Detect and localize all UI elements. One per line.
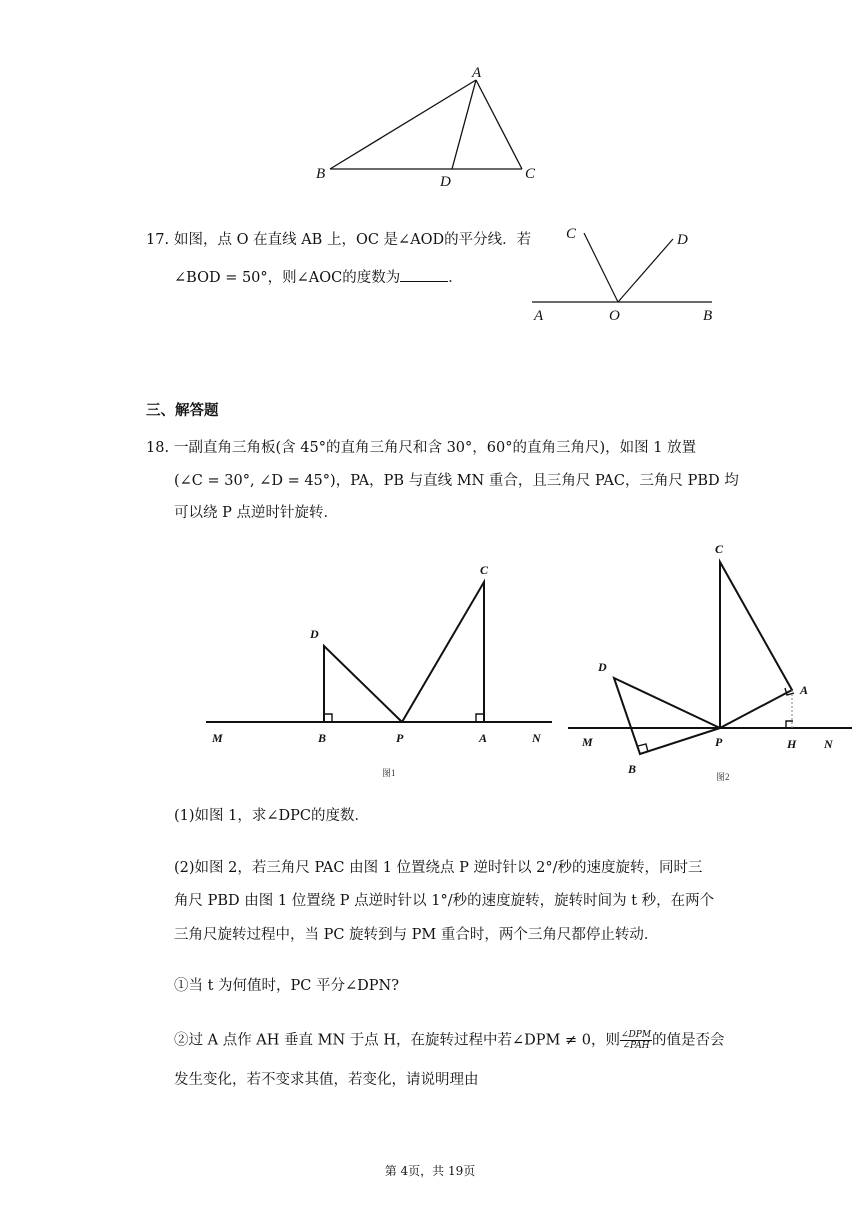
label-a: A [800,683,809,697]
part-2-line2: 角尺 PBD 由图 1 位置绕 P 点逆时针以 1°/秒的速度旋转，旋转时间为 t 秒，在两个 [174,893,715,909]
label-c: C [480,563,489,577]
part-2-line1: (2)如图 2，若三角尺 PAC 由图 1 位置绕点 P 逆时针以 2°/秒的速度旋转，同时三 [174,860,703,876]
label-n: N [532,731,541,745]
q17-line2-end: ． [448,270,463,286]
label-n: N [824,737,833,751]
label-m: M [582,735,593,749]
label-p: P [715,735,723,749]
q18-intro-line2: (∠C = 30°, ∠D = 45°)，PA，PB 与直线 MN 重合，且三角尺 PAC，三角尺 PBD 均 [174,473,739,489]
subquestion-1: ①当 t 为何值时，PC 平分∠DPN? [174,978,399,994]
label-b: B [628,762,637,776]
label-m: M [212,731,223,745]
page-footer: 第 4页，共 19页 [384,1164,476,1178]
label-d: D [310,627,319,641]
figure-2-caption: 图2 [716,772,730,782]
fraction-denominator: ∠PAH [622,1041,650,1051]
subquestion-2-end: 的值是否会 [652,1032,725,1049]
label-p: P [396,731,404,745]
label-c: C [715,542,724,556]
figure-1-caption: 图1 [382,768,396,778]
part-2-line3: 三角尺旋转过程中，当 PC 旋转到与 PM 重合时，两个三角尺都停止转动． [174,927,659,943]
label-b: B [316,166,326,182]
label-a: A [472,65,482,81]
label-a: A [534,308,544,324]
label-c: C [566,226,577,242]
label-a: A [479,731,488,745]
q18-intro-line1: 一副直角三角板(含 45°的直角三角尺和含 30°，60°的直角三角尺)，如图 1 放置 [174,440,697,456]
part-1: (1)如图 1，求∠DPC的度数． [174,808,369,824]
label-d: D [440,174,451,190]
ratio-fraction [620,1030,652,1051]
q17-number: 17. [146,232,170,248]
fraction-numerator: ∠DPM [621,1030,652,1040]
label-c: C [525,166,536,182]
label-o: O [609,308,620,324]
label-d: D [677,232,688,248]
subquestion-2 [174,1030,725,1051]
section-title: 三、解答题 [146,402,219,419]
q18-number: 18. [146,440,170,456]
label-b: B [703,308,713,324]
label-b: B [318,731,327,745]
subquestion-2-text: ②过 A 点作 AH 垂直 MN 于点 H，在旋转过程中若∠DPM ≠ 0，则 [174,1032,621,1049]
subquestion-2-line2: 发生变化，若不变求其值，若变化，请说明理由 [174,1072,479,1088]
q17-line2-text: ∠BOD = 50°，则∠AOC的度数为 [174,270,401,286]
q18-intro-line3: 可以绕 P 点逆时针旋转． [174,505,338,521]
label-d: D [598,660,607,674]
q17-line1: 如图，点 O 在直线 AB 上，OC 是∠AOD的平分线．若 [174,232,532,248]
label-h: H [787,737,797,751]
